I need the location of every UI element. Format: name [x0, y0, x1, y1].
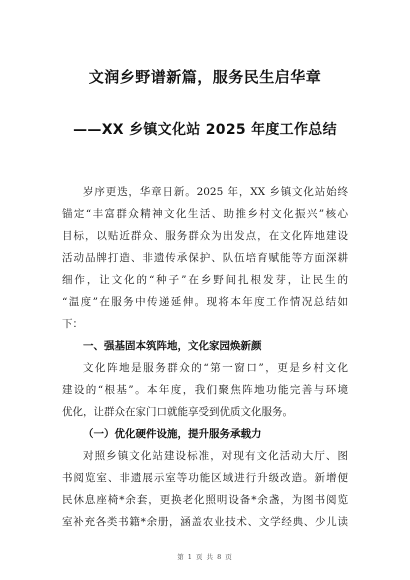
paragraph-line: 书阅览室、非遗展示室等功能区域进行升级改造。新增便 [62, 472, 348, 484]
paragraph-line: 文化阵地是服务群众的“第一窗口”，更是乡村文化 [83, 362, 348, 374]
document-subtitle: ——XX 乡镇文化站 2025 年度工作总结 [73, 122, 337, 138]
section-heading: 一、强基固本筑阵地，文化家园焕新颜 [83, 340, 262, 352]
paragraph-line: 下： [62, 318, 83, 330]
paragraph-line: 建设的“根基”。本年度，我们聚焦阵地功能完善与环境 [62, 384, 348, 396]
paragraph-line: 活动品牌打造、非遗传承保护、队伍培育赋能等方面深耕 [62, 252, 348, 264]
paragraph-line: 对照乡镇文化站建设标准，对现有文化活动大厅、图 [83, 450, 348, 462]
paragraph-line: 锚定“丰富群众精神文化生活、助推乡村文化振兴”核心 [62, 208, 348, 220]
document-title: 文润乡野谱新篇，服务民生启华章 [88, 68, 322, 86]
subsection-heading: （一）优化硬件设施，提升服务承载力 [83, 428, 262, 440]
paragraph-line: 优化，让群众在家门口就能享受到优质文化服务。 [62, 406, 293, 418]
paragraph-line: 室补充各类书籍*余册，涵盖农业技术、文学经典、少儿读 [62, 516, 348, 528]
paragraph-line: 细作，让文化的“种子”在乡野间扎根发芽，让民生的 [62, 274, 348, 286]
page-number: 第 1 页 共 8 页 [177, 553, 233, 561]
paragraph-line: 岁序更迭，华章日新。2025 年，XX 乡镇文化站始终 [83, 186, 348, 198]
paragraph-line: 目标，以贴近群众、服务群众为出发点，在文化阵地建设 [62, 230, 348, 242]
paragraph-line: 民休息座椅*余套，更换老化照明设备*余盏，为图书阅览 [62, 494, 348, 506]
paragraph-line: “温度”在服务中传递延伸。现将本年度工作情况总结如 [62, 296, 348, 308]
